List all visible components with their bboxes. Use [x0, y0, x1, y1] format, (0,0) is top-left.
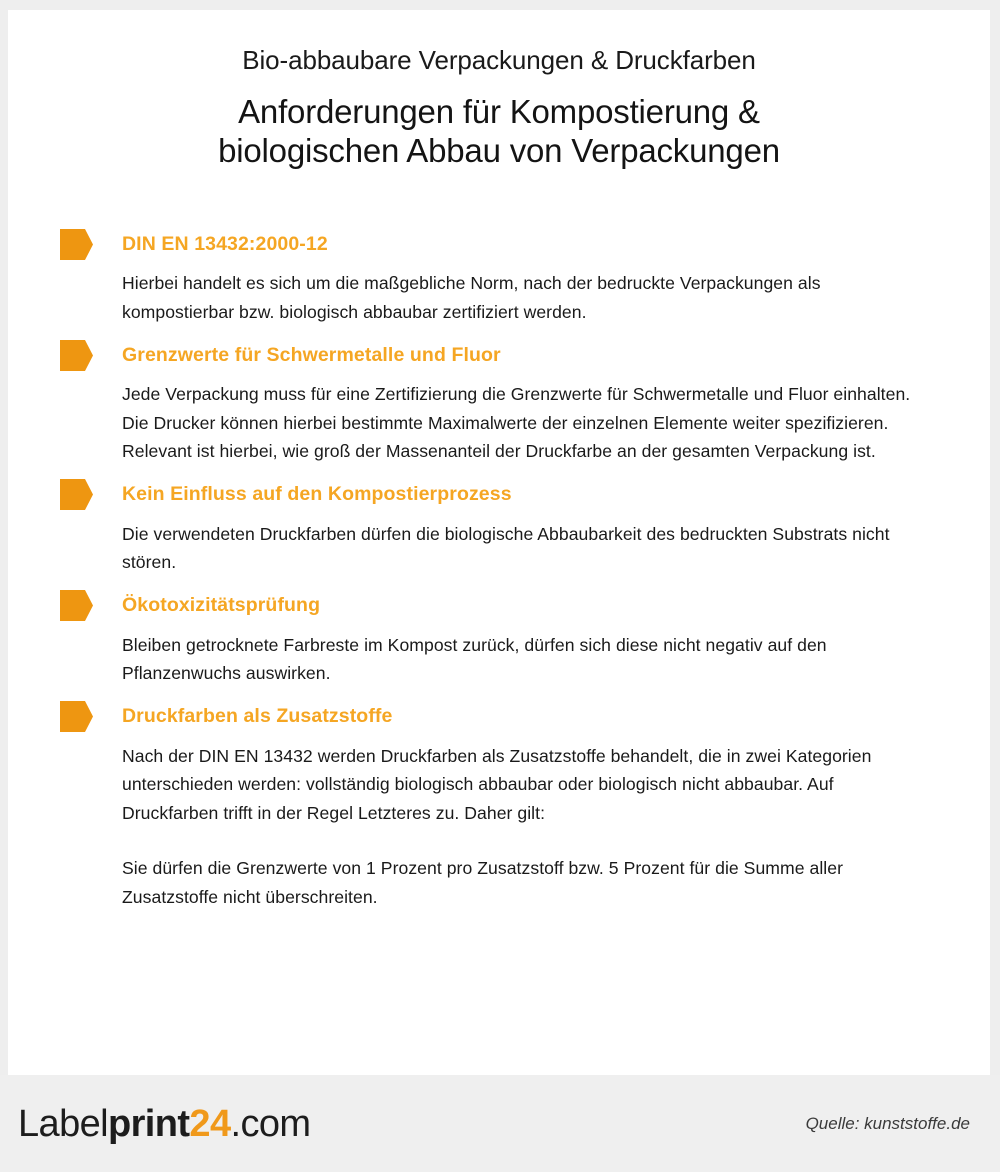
pennant-arrow-icon: [60, 590, 93, 621]
pennant-arrow-icon: [60, 229, 93, 260]
section-title: DIN EN 13432:2000-12: [122, 232, 328, 255]
page-footer: [0, 1075, 1000, 1172]
section-body: [122, 520, 944, 577]
page-subtitle: Bio-abbaubare Verpackungen & Druckfarben: [242, 45, 756, 75]
pennant-arrow-icon: [60, 701, 93, 732]
pennant-arrow-icon: [60, 340, 93, 371]
logo-part-label: Label: [18, 1102, 108, 1145]
section-title: Ökotoxizitätsprüfung: [122, 594, 321, 617]
section: [60, 701, 944, 912]
section-paragraph: Nach der DIN EN 13432 werden Druckfarben als Zusatzstoffe behandelt, die in zwei Kategorien unterschieden werden: vollständig biologisch abbaubar oder biologisch nicht abbaubar. Auf Druckfarben trifft in der Regel Letzteres zu. Daher gilt:: [122, 745, 872, 823]
header-block: [8, 10, 990, 170]
section-title: Kein Einfluss auf den Kompostierprozess: [122, 483, 512, 506]
section: [60, 590, 944, 688]
section-header: [60, 590, 944, 622]
source-attribution: Quelle: kunststoffe.de: [805, 1113, 970, 1133]
section-title: Grenzwerte für Schwermetalle und Fluor: [122, 343, 501, 366]
section-body: [122, 380, 944, 466]
section: [60, 479, 944, 577]
sections-list: [8, 228, 990, 911]
section-body: [122, 269, 944, 326]
section-header: [60, 228, 944, 260]
section-title: Druckfarben als Zusatzstoffe: [122, 705, 393, 728]
page-title: [8, 93, 990, 171]
section-body: [122, 742, 944, 912]
pennant-arrow-icon: [60, 479, 93, 510]
section: [60, 228, 944, 326]
section-header: [60, 701, 944, 733]
section-body: [122, 631, 944, 688]
labelprint24-logo[interactable]: [18, 1102, 311, 1145]
logo-part-com: .com: [230, 1102, 311, 1145]
section: [60, 339, 944, 466]
section-header: [60, 479, 944, 511]
section-paragraph: Hierbei handelt es sich um die maßgebliche Norm, nach der bedruckte Verpackungen als kompostierbar bzw. biologisch abbaubar zertifiziert werden.: [122, 273, 821, 322]
logo-part-24: 24: [189, 1102, 231, 1145]
page-title-line-1: Anforderungen für Kompostierung &: [238, 92, 760, 130]
page-title-line-2: biologischen Abbau von Verpackungen: [218, 131, 780, 169]
logo-part-print: print: [107, 1102, 190, 1145]
section-paragraph: Bleiben getrocknete Farbreste im Kompost zurück, dürfen sich diese nicht negativ auf den Pflanzenwuchs auswirken.: [122, 634, 827, 684]
section-paragraph: Sie dürfen die Grenzwerte von 1 Prozent pro Zusatzstoff bzw. 5 Prozent für die Summe aller Zusatzstoffe nicht überschreiten.: [122, 858, 843, 907]
section-paragraph: Jede Verpackung muss für eine Zertifizierung die Grenzwerte für Schwermetalle und Fluor einhalten. Die Drucker können hierbei bestimmte Maximalwerte der einzelnen Elemente weiter spezifizieren. Relevant ist hierbei, wie groß der Massenanteil der Druckfarbe an der gesamten Verpackung ist.: [122, 384, 911, 462]
section-paragraph: Die verwendeten Druckfarben dürfen die biologische Abbaubarkeit des bedruckten Substrats nicht stören.: [122, 523, 890, 573]
section-header: [60, 339, 944, 371]
content-card: [8, 10, 990, 1075]
